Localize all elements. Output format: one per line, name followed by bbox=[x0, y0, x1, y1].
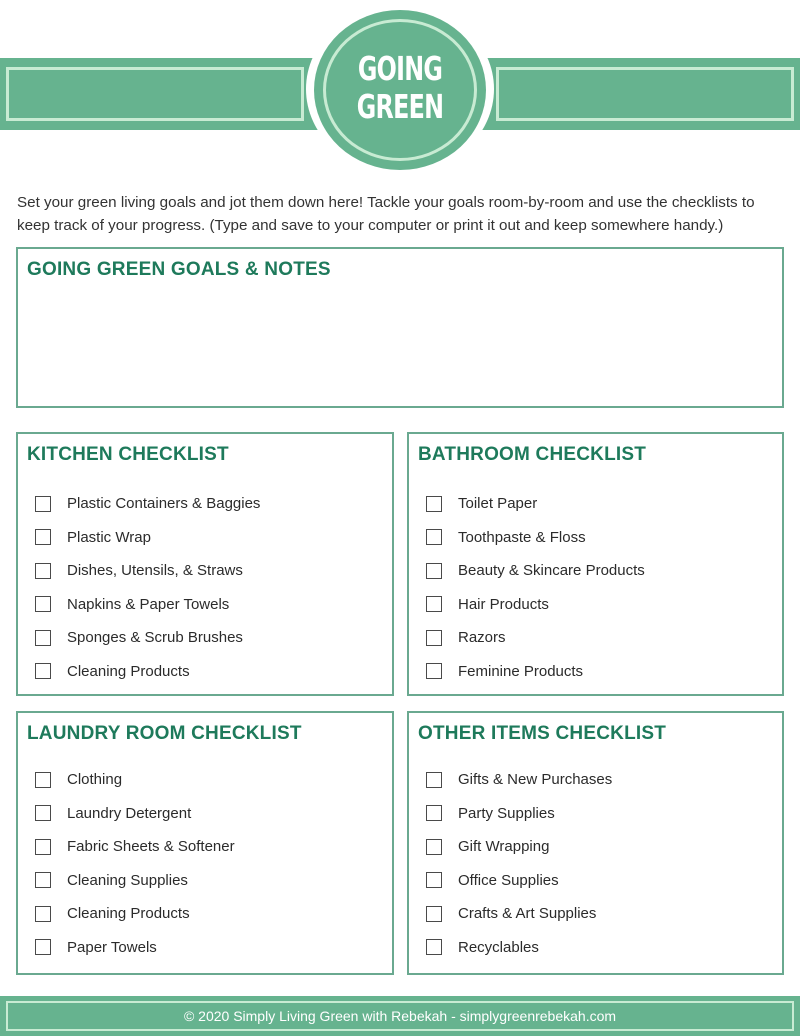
checkbox[interactable] bbox=[426, 906, 442, 922]
checklist-item[interactable] bbox=[35, 830, 382, 864]
checklist-item-label: Cleaning Products bbox=[67, 905, 190, 923]
checklist-item-label: Gift Wrapping bbox=[458, 838, 550, 856]
checklist-item[interactable] bbox=[426, 763, 772, 797]
checklist-item[interactable] bbox=[35, 864, 382, 898]
checklist-item[interactable] bbox=[35, 797, 382, 831]
checklist-items bbox=[426, 487, 772, 688]
checklist-item-label: Sponges & Scrub Brushes bbox=[67, 629, 243, 647]
checklist-item-label: Cleaning Products bbox=[67, 662, 190, 680]
checklist-title: OTHER ITEMS CHECKLIST bbox=[418, 723, 667, 744]
checkbox[interactable] bbox=[35, 630, 51, 646]
checkbox[interactable] bbox=[426, 596, 442, 612]
checkbox[interactable] bbox=[35, 772, 51, 788]
checklist-item[interactable] bbox=[35, 554, 382, 588]
page-title bbox=[338, 50, 462, 126]
checklist-item[interactable] bbox=[426, 655, 772, 689]
banner-inner-frame bbox=[496, 67, 794, 121]
footer-bar bbox=[0, 996, 800, 1036]
checkbox[interactable] bbox=[426, 939, 442, 955]
checklist-item[interactable] bbox=[426, 621, 772, 655]
checklist-item-label: Napkins & Paper Towels bbox=[67, 595, 230, 613]
checklist-item[interactable] bbox=[426, 931, 772, 965]
checklist-item-label: Paper Towels bbox=[67, 938, 157, 956]
checklist-item[interactable] bbox=[35, 897, 382, 931]
checklist-item[interactable] bbox=[426, 487, 772, 521]
other-items-checklist bbox=[407, 711, 784, 975]
checkbox[interactable] bbox=[35, 906, 51, 922]
checklist-item-label: Office Supplies bbox=[458, 871, 559, 889]
checklist-item-label: Crafts & Art Supplies bbox=[458, 905, 597, 923]
header-badge bbox=[314, 10, 486, 170]
checklist-item[interactable] bbox=[35, 521, 382, 555]
laundry-checklist bbox=[16, 711, 394, 975]
checkbox[interactable] bbox=[426, 772, 442, 788]
goals-notes-title: GOING GREEN GOALS & NOTES bbox=[27, 259, 331, 280]
checklist-item[interactable] bbox=[426, 521, 772, 555]
checkbox[interactable] bbox=[35, 872, 51, 888]
title-line-2: GREEN bbox=[356, 87, 444, 126]
checklist-item-label: Beauty & Skincare Products bbox=[458, 562, 645, 580]
checklist-item[interactable] bbox=[35, 487, 382, 521]
checklist-item-label: Clothing bbox=[67, 771, 123, 789]
checklist-item-label: Plastic Containers & Baggies bbox=[67, 495, 261, 513]
checkbox[interactable] bbox=[35, 496, 51, 512]
checklist-title: LAUNDRY ROOM CHECKLIST bbox=[27, 723, 302, 744]
checklist-title: BATHROOM CHECKLIST bbox=[418, 444, 647, 465]
checkbox[interactable] bbox=[35, 939, 51, 955]
checkbox[interactable] bbox=[426, 496, 442, 512]
checkbox[interactable] bbox=[35, 805, 51, 821]
checkbox[interactable] bbox=[426, 529, 442, 545]
checklist-items bbox=[35, 763, 382, 964]
kitchen-checklist bbox=[16, 432, 394, 696]
checkbox[interactable] bbox=[426, 663, 442, 679]
checklist-items bbox=[426, 763, 772, 964]
checkbox[interactable] bbox=[426, 805, 442, 821]
header-banner-right bbox=[482, 58, 800, 130]
checklist-item-label: Toothpaste & Floss bbox=[458, 528, 586, 546]
footer-frame bbox=[6, 1001, 794, 1031]
checklist-item[interactable] bbox=[426, 797, 772, 831]
checklist-item-label: Toilet Paper bbox=[458, 495, 538, 513]
checklist-item-label: Hair Products bbox=[458, 595, 549, 613]
checklist-item[interactable] bbox=[35, 588, 382, 622]
checklist-item-label: Fabric Sheets & Softener bbox=[67, 838, 235, 856]
checklist-item-label: Laundry Detergent bbox=[67, 804, 192, 822]
checkbox[interactable] bbox=[426, 872, 442, 888]
checklist-item[interactable] bbox=[426, 554, 772, 588]
checklist-item[interactable] bbox=[426, 830, 772, 864]
checklist-item-label: Feminine Products bbox=[458, 662, 584, 680]
checkbox[interactable] bbox=[35, 839, 51, 855]
checklist-item[interactable] bbox=[35, 655, 382, 689]
checkbox[interactable] bbox=[426, 839, 442, 855]
checklist-items bbox=[35, 487, 382, 688]
checkbox[interactable] bbox=[35, 529, 51, 545]
checklist-item-label: Dishes, Utensils, & Straws bbox=[67, 562, 243, 580]
checkbox[interactable] bbox=[35, 663, 51, 679]
checkbox[interactable] bbox=[35, 596, 51, 612]
checklist-item[interactable] bbox=[35, 931, 382, 965]
banner-inner-frame bbox=[6, 67, 304, 121]
title-line-1: GOING bbox=[357, 49, 443, 88]
checklist-item-label: Razors bbox=[458, 629, 506, 647]
checklist-item[interactable] bbox=[35, 621, 382, 655]
checkbox[interactable] bbox=[426, 563, 442, 579]
footer-copyright: © 2020 Simply Living Green with Rebekah - simplygreenrebekah.com bbox=[183, 1008, 617, 1024]
checklist-item-label: Plastic Wrap bbox=[67, 528, 151, 546]
checklist-item[interactable] bbox=[35, 763, 382, 797]
checklist-title: KITCHEN CHECKLIST bbox=[27, 444, 229, 465]
checklist-item-label: Cleaning Supplies bbox=[67, 871, 188, 889]
bathroom-checklist bbox=[407, 432, 784, 696]
checklist-item[interactable] bbox=[426, 588, 772, 622]
checklist-item-label: Gifts & New Purchases bbox=[458, 771, 613, 789]
checkbox[interactable] bbox=[426, 630, 442, 646]
checklist-item[interactable] bbox=[426, 897, 772, 931]
goals-notes-box[interactable] bbox=[16, 247, 784, 408]
checkbox[interactable] bbox=[35, 563, 51, 579]
header-banner-left bbox=[0, 58, 318, 130]
checklist-item-label: Recyclables bbox=[458, 938, 539, 956]
checklist-item[interactable] bbox=[426, 864, 772, 898]
checklist-item-label: Party Supplies bbox=[458, 804, 555, 822]
intro-text: Set your green living goals and jot them down here! Tackle your goals room-by-room and use the checklists to keep track of your progress. (Type and save to your computer or print it out and keep somewhere handy.) bbox=[17, 194, 755, 234]
